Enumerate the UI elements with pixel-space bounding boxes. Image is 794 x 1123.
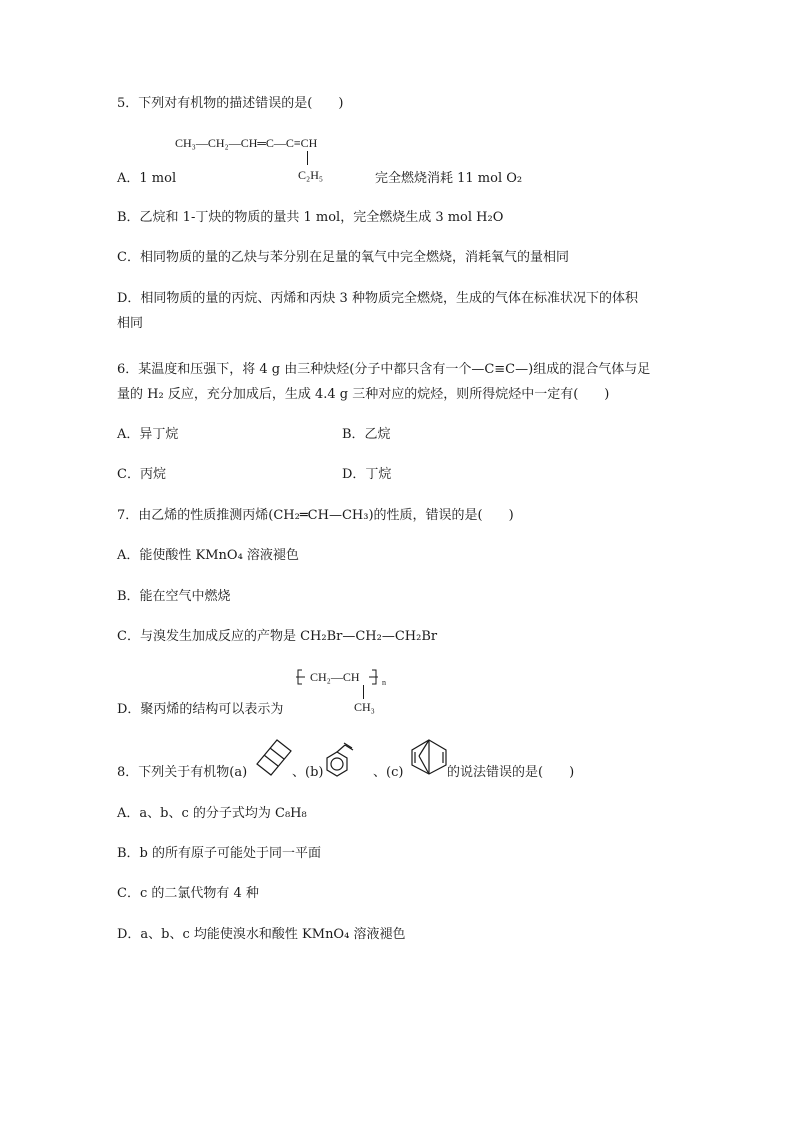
q8-label-b: 、(b) [292,765,324,780]
q5-option-c: C．相同物质的量的乙炔与苯分别在足量的氧气中完全燃烧，消耗氧气的量相同 [117,250,569,265]
q8-option-a: A．a、b、c 的分子式均为 C₈H₈ [117,806,307,821]
q7-option-d: D．聚丙烯的结构可以表示为 [117,702,284,717]
polymer-bond [363,685,364,699]
q8-option-d: D．a、b、c 均能使溴水和酸性 KMnO₄ 溶液褪色 [117,927,406,942]
q5-formula-branch: C₂H₅ [298,168,324,182]
structure-a-icon [255,738,295,776]
q8-label-c: 、(c) [373,765,404,780]
q5-option-d-line2: 相同 [117,316,144,331]
q6-option-d: D．丁烷 [342,467,392,482]
polymer-branch: CH₃ [354,700,375,714]
q5-formula-main: CH₃—CH₂—CH═C—C≡CH [175,136,318,150]
structure-b-icon [325,740,355,780]
q8-stem-prefix: 8．下列关于有机物(a) [117,765,248,780]
q5-option-b: B．乙烷和 1-丁炔的物质的量共 1 mol，完全燃烧生成 3 mol H₂O [117,210,504,225]
q8-option-c: C．c 的二氯代物有 4 种 [117,886,259,901]
q8-option-b: B．b 的所有原子可能处于同一平面 [117,846,322,861]
q7-option-b: B．能在空气中燃烧 [117,589,231,604]
q6-option-b: B．乙烷 [342,427,391,442]
q7-stem: 7．由乙烯的性质推测丙烯(CH₂═CH—CH₃)的性质，错误的是( ) [117,508,514,523]
structure-c-icon [407,737,449,779]
q7-option-a: A．能使酸性 KMnO₄ 溶液褪色 [117,548,299,563]
polymer-subscript: n [382,678,386,687]
q7-option-c: C．与溴发生加成反应的产物是 CH₂Br—CH₂—CH₂Br [117,629,438,644]
q6-option-c: C．丙烷 [117,467,166,482]
q6-option-a: A．异丁烷 [117,427,179,442]
q6-stem-line2: 量的 H₂ 反应，充分加成后，生成 4.4 g 三种对应的烷烃，则所得烷烃中一定有( ) [117,387,610,402]
polymer-main: CH₂—CH [310,670,360,684]
q8-stem-suffix: 的说法错误的是( ) [447,765,575,780]
q5-option-a-prefix: A．1 mol [117,171,177,186]
q5-formula-bond [307,151,308,165]
q6-stem-line1: 6．某温度和压强下，将 4 g 由三种炔烃(分子中都只含有一个—C≡C—)组成的混合气体与足 [117,362,651,377]
q5-stem: 5．下列对有机物的描述错误的是( ) [117,96,344,111]
q5-option-a-suffix: 完全燃烧消耗 11 mol O₂ [375,171,523,186]
q5-option-d-line1: D．相同物质的量的丙烷、丙烯和丙炔 3 种物质完全燃烧，生成的气体在标准状况下的体积 [117,291,638,306]
